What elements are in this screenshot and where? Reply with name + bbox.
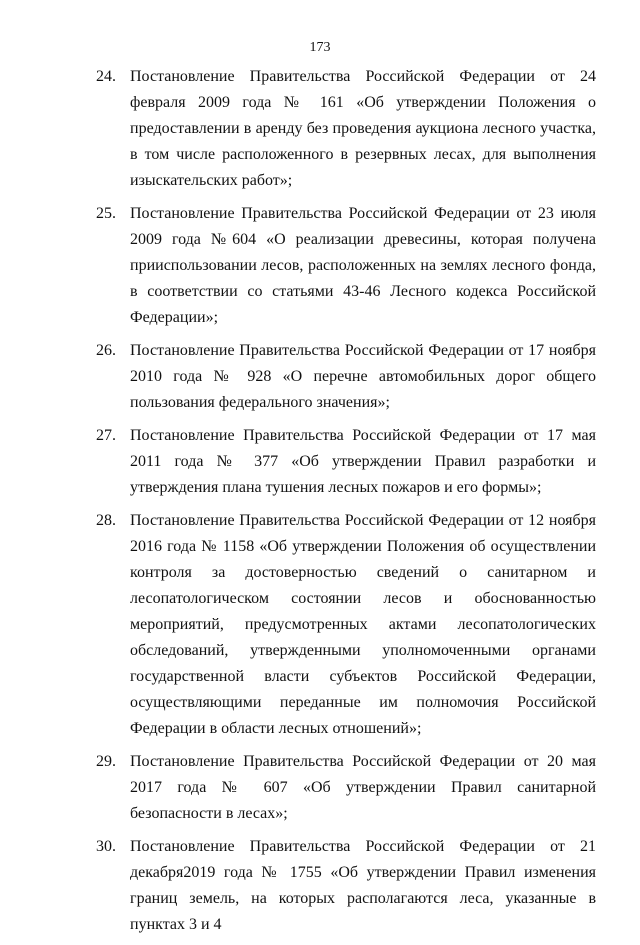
item-number: 25. [96,205,116,222]
item-text: Постановление Правительства Российской Федерации от 12 ноября 2016 года № 1158 «Об утверждении Положения об осуществлении контроля за достоверностью сведений о санитарном и лесопатологическом состоянии лесов и обоснованностью мероприятий, предусмотренных актами лесопатологических обследований, утвержденными уполномоченными органами государственной власти субъектов Российской Федерации, осуществляющими переданные им полномочия Российской Федерации в области лесных отношений»; [130,512,596,737]
item-number: 24. [96,68,116,85]
item-number: 28. [96,512,116,529]
list-item [96,201,596,331]
item-number: 26. [96,342,116,359]
list-item [96,508,596,742]
list-item [96,423,596,501]
list-item [96,64,596,194]
item-text: Постановление Правительства Российской Федерации от 17 мая 2011 года № 377 «Об утверждении Правил разработки и утверждения плана тушения лесных пожаров и его формы»; [130,427,596,496]
item-number: 27. [96,427,116,444]
list-item [96,834,596,938]
item-number: 30. [96,838,116,855]
item-text: Постановление Правительства Российской Федерации от 23 июля 2009 года №604 «О реализации древесины, которая получена прииспользовании лесов, расположенных на землях лесного фонда, в соответствии со статьями 43-46 Лесного кодекса Российской Федерации»; [130,205,596,326]
item-text: Постановление Правительства Российской Федерации от 20 мая 2017 года № 607 «Об утверждении Правил санитарной безопасности в лесах»; [130,753,596,822]
item-text: Постановление Правительства Российской Федерации от 21 декабря2019 года № 1755 «Об утверждении Правил изменения границ земель, на которых располагаются леса, указанные в пунктах 3 и 4 [130,838,596,933]
item-text: Постановление Правительства Российской Федерации от 24 февраля 2009 года № 161 «Об утверждении Положения о предоставлении в аренду без проведения аукциона лесного участка, в том числе расположенного в резервных лесах, для выполнения изыскательских работ»; [130,68,596,189]
page-number: 173 [309,40,331,55]
regulation-list [96,64,596,945]
list-item [96,749,596,827]
item-text: Постановление Правительства Российской Федерации от 17 ноября 2010 года № 928 «О перечне автомобильных дорог общего пользования федерального значения»; [130,342,596,411]
list-item [96,338,596,416]
item-number: 29. [96,753,116,770]
